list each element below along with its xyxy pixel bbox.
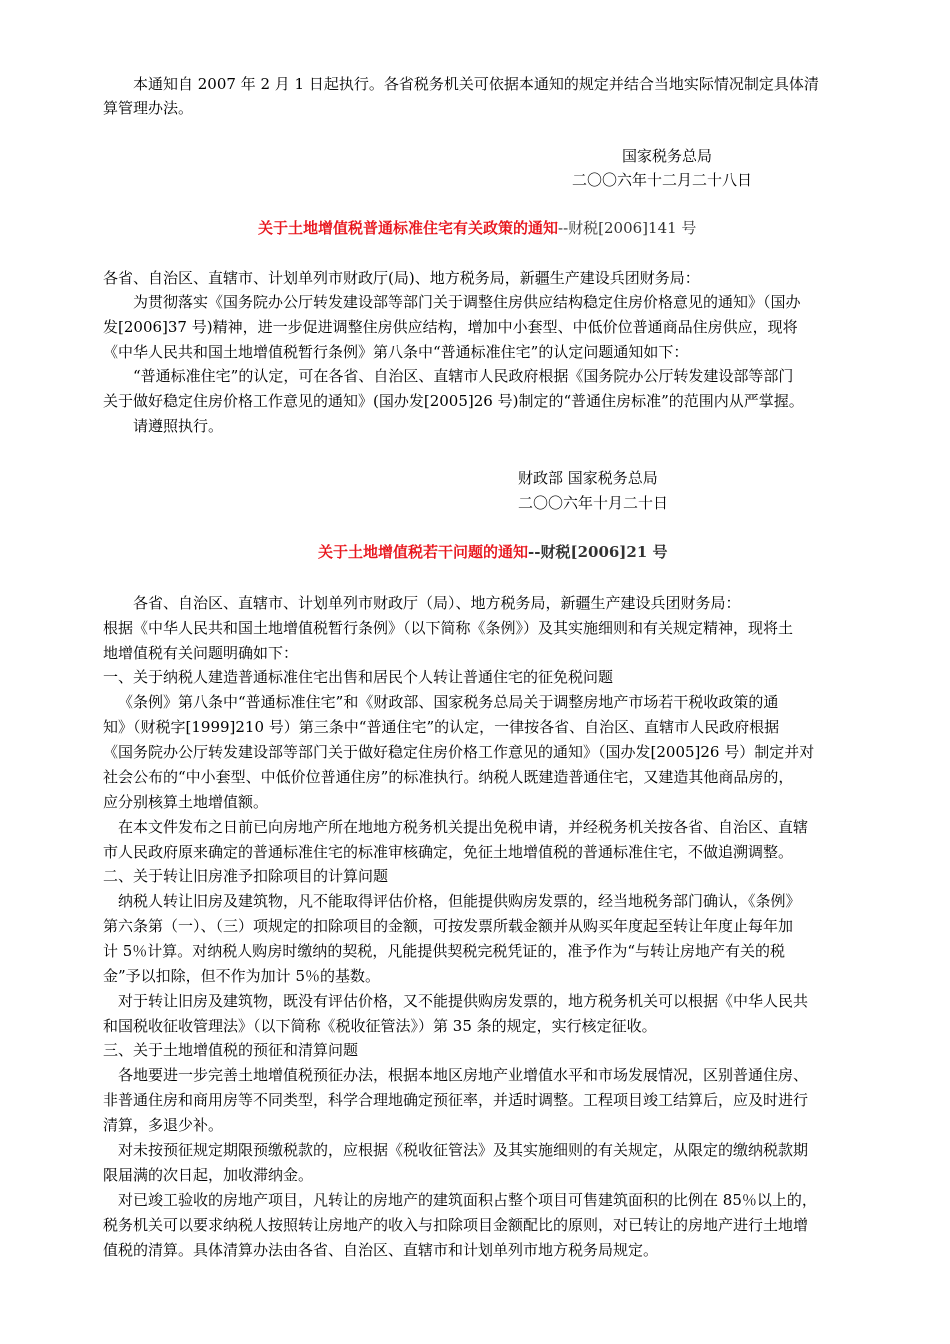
paragraph-line: 计 5％计算。对纳税人购房时缴纳的契税，凡能提供契税完税凭证的，准予作为“与转让房地产有关的税 [103,942,785,960]
paragraph-line: 值税的清算。具体清算办法由各省、自治区、直辖市和计划单列市地方税务局规定。 [103,1241,659,1259]
paragraph-line: 金”予以扣除，但不作为加计 5％的基数。 [103,967,380,985]
paragraph-line: 应分别核算土地增值额。 [103,793,269,811]
paragraph-line: 《条例》第八条中“普通标准住宅”和《财政部、国家税务总局关于调整房地产市场若干税收政策的通 [118,693,779,711]
paragraph-line: “普通标准住宅”的认定，可在各省、自治区、直辖市人民政府根据《国务院办公厅转发建设部等部门 [133,367,794,385]
signature-date: 二〇〇六年十二月二十八日 [572,171,753,189]
paragraph-line: 本通知自 2007 年 2 月 1 日起执行。各省税务机关可依据本通知的规定并结合当地实际情况制定具体清 [133,75,819,93]
section-heading: 三、关于土地增值税的预征和清算问题 [103,1041,359,1059]
paragraph-line: 非普通住房和商用房等不同类型，科学合理地确定预征率，并适时调整。工程项目竣工结算后，应及时进行 [103,1091,809,1109]
title-doc-number: --财税[2006]21 号 [528,543,668,561]
paragraph-line: 对已竣工验收的房地产项目，凡转让的房地产的建筑面积占整个项目可售建筑面积的比例在 85％以上的， [118,1191,817,1209]
paragraph-line: 对未按预征规定期限预缴税款的，应根据《税收征管法》及其实施细则的有关规定，从限定的缴纳税款期 [118,1141,809,1159]
paragraph-line: 清算，多退少补。 [103,1116,224,1134]
signature-organization: 国家税务总局 [622,147,713,165]
paragraph-line: 算管理办法。 [103,99,194,117]
title-red-text: 关于土地增值税若干问题的通知 [318,543,529,561]
section-heading: 一、关于纳税人建造普通标准住宅出售和居民个人转让普通住宅的征免税问题 [103,668,614,686]
paragraph-line: 发[2006]37 号)精神，进一步促进调整住房供应结构，增加中小套型、中低价位普通商品住房供应，现将 [103,318,798,336]
paragraph-line: 《中华人民共和国土地增值税暂行条例》第八条中“普通标准住宅”的认定问题通知如下： [103,343,689,361]
paragraph-line: 限届满的次日起，加收滞纳金。 [103,1166,314,1184]
paragraph-line: 地增值税有关问题明确如下： [103,644,299,662]
paragraph-line: 知》（财税字[1999]210 号）第三条中“普通住宅”的认定，一律按各省、自治区、直辖市人民政府根据 [103,718,780,736]
paragraph-line: 在本文件发布之日前已向房地产所在地地方税务机关提出免税申请，并经税务机关按各省、自治区、直辖 [118,818,809,836]
document-title [258,216,696,240]
paragraph-line: 各地要进一步完善土地增值税预征办法，根据本地区房地产业增值水平和市场发展情况，区别普通住房、 [118,1066,809,1084]
paragraph-line: 请遵照执行。 [133,417,224,435]
addressee: 各省、自治区、直辖市、计划单列市财政厅（局）、地方税务局，新疆生产建设兵团财务局： [133,594,741,612]
document-title [318,540,668,564]
paragraph-line: 对于转让旧房及建筑物，既没有评估价格，又不能提供购房发票的，地方税务机关可以根据《中华人民共 [118,992,809,1010]
paragraph-line: 纳税人转让旧房及建筑物，凡不能取得评估价格，但能提供购房发票的，经当地税务部门确认，《条例》 [118,892,801,910]
paragraph-line: 根据《中华人民共和国土地增值税暂行条例》（以下简称《条例》）及其实施细则和有关规定精神，现将土 [103,619,794,637]
paragraph-line: 关于做好稳定住房价格工作意见的通知》(国办发[2005]26 号)制定的“普通住房标准”的范围内从严掌握。 [103,392,804,410]
signature-organization: 财政部 国家税务总局 [518,469,658,487]
paragraph-line: 和国税收征收管理法》（以下简称《税收征管法》）第 35 条的规定，实行核定征收。 [103,1017,657,1035]
paragraph-line: 社会公布的“中小套型、中低价位普通住房”的标准执行。纳税人既建造普通住宅，又建造其他商品房的， [103,768,794,786]
section-heading: 二、关于转让旧房准予扣除项目的计算问题 [103,867,389,885]
paragraph-line: 第六条第（一）、（三）项规定的扣除项目的金额，可按发票所载金额并从购买年度起至转让年度止每年加 [103,917,794,935]
paragraph-line: 税务机关可以要求纳税人按照转让房地产的收入与扣除项目金额配比的原则，对已转让的房地产进行土地增 [103,1216,809,1234]
paragraph-line: 《国务院办公厅转发建设部等部门关于做好稳定住房价格工作意见的通知》（国办发[2005]26 号）制定并对 [103,743,815,761]
addressee: 各省、自治区、直辖市、计划单列市财政厅(局)、地方税务局，新疆生产建设兵团财务局： [103,269,700,287]
paragraph-line: 市人民政府原来确定的普通标准住宅的标准审核确定，免征土地增值税的普通标准住宅，不做追溯调整。 [103,843,794,861]
paragraph-line: 为贯彻落实《国务院办公厅转发建设部等部门关于调整住房供应结构稳定住房价格意见的通知》（国办 [133,293,801,311]
signature-date: 二〇〇六年十月二十日 [518,494,669,512]
title-doc-number: --财税[2006]141 号 [558,219,697,237]
title-red-text: 关于土地增值税普通标准住宅有关政策的通知 [258,219,559,237]
